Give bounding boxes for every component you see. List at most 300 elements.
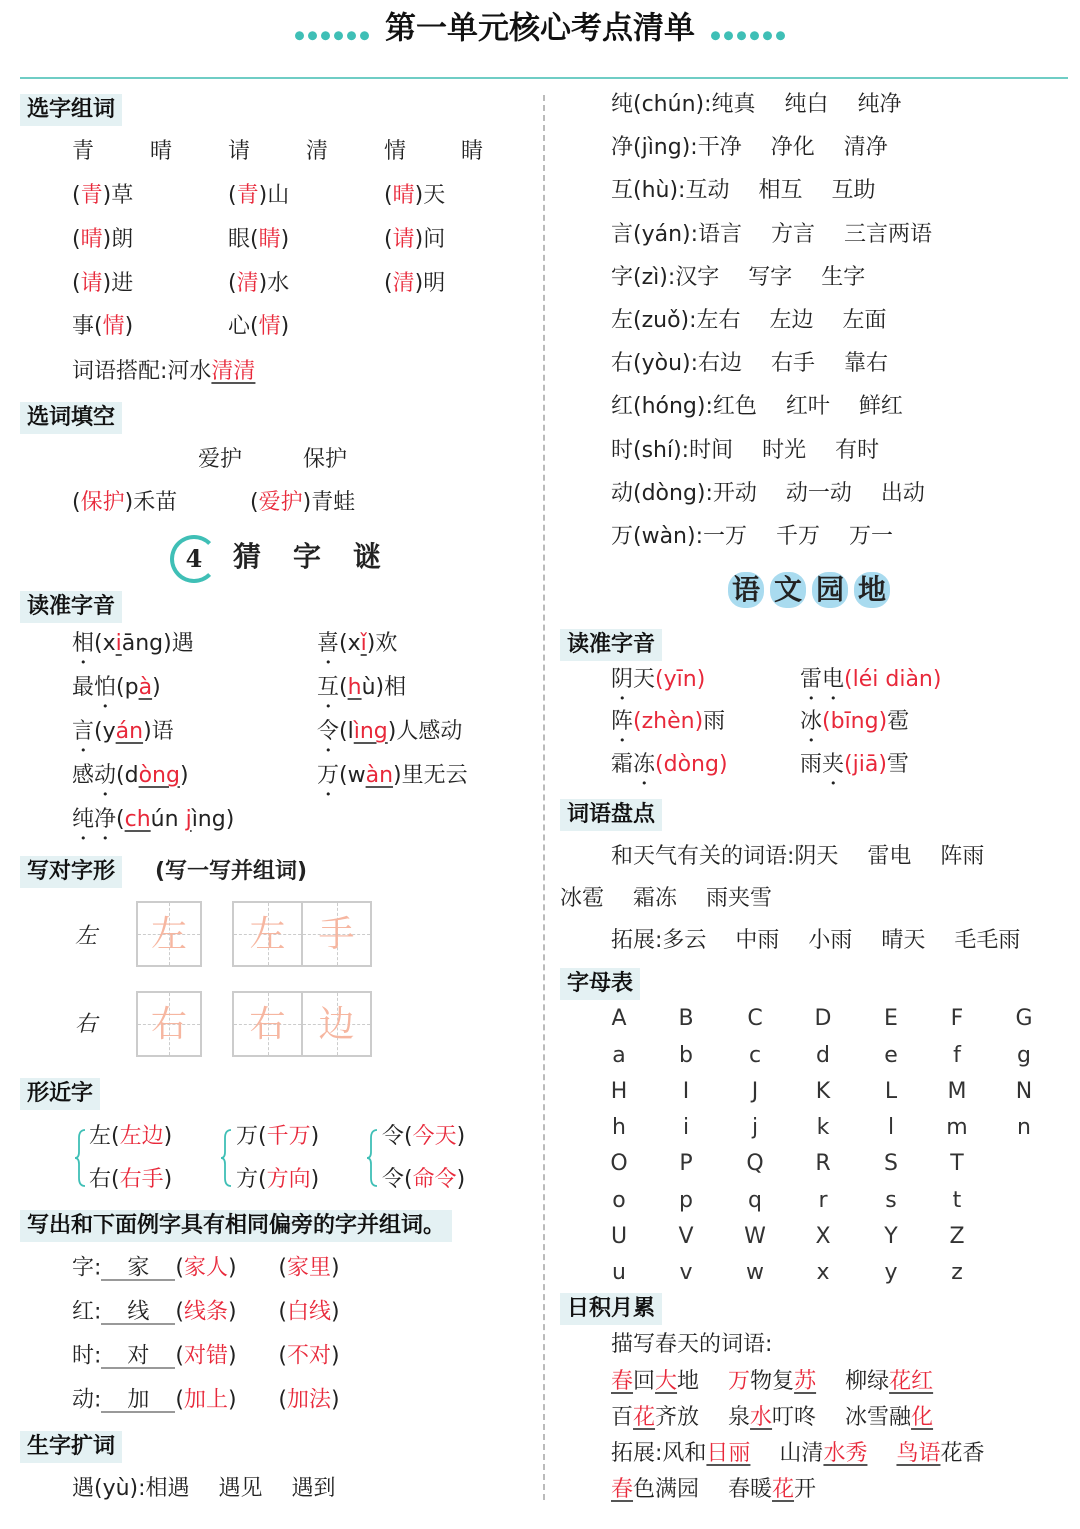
similar-char-item — [89, 1169, 172, 1191]
highlighted-text: (yīn) — [655, 667, 706, 692]
text-segment: ( — [116, 807, 125, 832]
alphabet-letter: Q — [746, 1151, 764, 1176]
highlighted-text: 清 — [236, 271, 259, 296]
text-segment: 冻 — [633, 752, 656, 777]
answer-word: 加法 — [287, 1387, 332, 1413]
text-segment: ) — [163, 1167, 173, 1192]
section-header: 生字扩词 — [20, 1431, 122, 1463]
highlighted-text: 命令 — [412, 1167, 457, 1192]
example-char: 动: — [72, 1387, 102, 1413]
text-segment: 纯 — [72, 807, 95, 832]
word-expansion-line: 互(hù):互动 相互 互助 — [611, 178, 876, 203]
alphabet-letter: J — [751, 1079, 759, 1104]
pinyin-item — [800, 752, 909, 790]
highlighted-text: h — [347, 675, 362, 700]
alphabet-letter: j — [751, 1115, 759, 1140]
accumulation-intro: 描写春天的词语: — [611, 1332, 773, 1357]
text-segment: 雨 — [800, 752, 823, 777]
text-segment: ( — [228, 271, 237, 296]
writing-grid-cell — [136, 991, 202, 1057]
highlighted-text: 清清 — [211, 359, 256, 384]
text-segment: )进 — [102, 271, 134, 296]
title-char: 地 — [854, 572, 890, 608]
lesson-title-char: 字 — [293, 540, 322, 573]
text-segment: 阵 — [611, 709, 634, 734]
writing-grid-cell — [232, 991, 303, 1057]
writing-grid-cell — [232, 901, 303, 967]
text-segment: )欢 — [366, 631, 398, 656]
highlighted-text: (jiā) — [844, 752, 887, 777]
text-segment: (p — [116, 675, 139, 700]
word-answer — [384, 273, 445, 295]
word-expansion-line: 遇(yù):相遇 遇见 遇到 — [72, 1476, 336, 1501]
alphabet-letter: s — [885, 1188, 897, 1213]
text-segment: 万 — [317, 763, 340, 788]
text-segment: ( — [384, 183, 393, 208]
text-segment: 电 — [822, 667, 845, 692]
text-segment: 叮咚 冰雪融 — [772, 1405, 912, 1430]
writing-grid-cell — [136, 901, 202, 967]
section-header: 选字组词 — [20, 94, 122, 126]
alphabet-letter: E — [884, 1006, 898, 1031]
char-option: 青 — [72, 139, 95, 164]
highlighted-text: 请 — [80, 271, 103, 296]
alphabet-letter: m — [946, 1115, 968, 1140]
text-segment: ( — [384, 227, 393, 252]
section-header: 字母表 — [560, 968, 640, 1000]
text-segment: 雷 — [800, 667, 823, 692]
decorative-dots — [709, 12, 787, 48]
highlighted-text: (léi diàn) — [844, 667, 942, 692]
section-header: 形近字 — [20, 1078, 100, 1110]
writing-grid-cell — [301, 991, 372, 1057]
word-list-line: 拓展:多云 中雨 小雨 晴天 毛毛雨 — [611, 928, 1021, 953]
text-segment: (l — [339, 719, 354, 744]
text-segment: ) — [310, 1167, 320, 1192]
word-expansion-line: 右(yòu):右边 右手 靠右 — [611, 351, 888, 376]
text-segment: ù)相 — [361, 675, 407, 700]
model-char: 手 — [318, 914, 355, 955]
brace-icon — [220, 1128, 232, 1188]
highlighted-text: 大 — [655, 1369, 678, 1394]
alphabet-letter: C — [747, 1006, 763, 1031]
text-segment: )水 — [258, 271, 290, 296]
word-expansion-line: 纯(chún):纯真 纯白 纯净 — [611, 92, 902, 117]
highlighted-text: ch — [124, 807, 151, 832]
alphabet-letter: R — [815, 1151, 831, 1176]
highlighted-text: 睛 — [258, 227, 281, 252]
pinyin-item — [72, 631, 194, 669]
highlighted-text: 日丽 — [706, 1441, 751, 1466]
text-segment: )问 — [414, 227, 446, 252]
text-segment: 喜 — [317, 631, 340, 656]
brace-icon — [74, 1128, 86, 1188]
example-char: 字: — [72, 1255, 102, 1281]
model-char: 左 — [150, 914, 187, 955]
text-segment: (x — [94, 631, 116, 656]
text-segment: 净 — [94, 807, 117, 832]
highlighted-text: ìng — [353, 719, 388, 744]
alphabet-letter: h — [612, 1115, 626, 1140]
alphabet-letter: P — [679, 1151, 693, 1176]
text-segment: ) — [456, 1167, 466, 1192]
alphabet-letter: I — [682, 1079, 690, 1104]
section-header: 日积月累 — [560, 1293, 662, 1325]
word-answer — [384, 185, 445, 207]
alphabet-letter: W — [744, 1224, 766, 1249]
alphabet-letter: H — [610, 1079, 628, 1104]
answer-word: 家人 — [184, 1255, 229, 1281]
alphabet-letter: L — [884, 1079, 898, 1104]
pinyin-item — [317, 763, 468, 801]
alphabet-letter: t — [952, 1188, 962, 1213]
text-segment: (d — [116, 763, 139, 788]
alphabet-letter: p — [679, 1188, 693, 1213]
highlighted-text: 青 — [236, 183, 259, 208]
alphabet-letter: x — [816, 1260, 830, 1285]
text-segment: (y — [94, 719, 116, 744]
highlighted-text: 花 — [633, 1405, 656, 1430]
highlighted-text: 水秀 — [823, 1441, 868, 1466]
word-answer — [228, 273, 289, 295]
highlighted-text: án — [115, 719, 144, 744]
highlighted-text: 清 — [392, 271, 415, 296]
answer-char: 家 — [101, 1258, 175, 1281]
text-segment: 令 — [317, 719, 340, 744]
page-title — [0, 2, 1080, 48]
word-expansion-line: 净(jìng):干净 净化 清净 — [611, 135, 888, 160]
text-segment: 冰 — [800, 709, 823, 734]
text-segment: 心( — [228, 314, 259, 339]
highlighted-text: 春 — [611, 1369, 634, 1394]
answer-word: 线条 — [184, 1299, 229, 1325]
idiom-line — [611, 1371, 933, 1393]
word-expansion-line: 万(wàn):一万 千万 万一 — [611, 524, 893, 549]
alphabet-letter: a — [612, 1043, 626, 1068]
text-segment: 右( — [89, 1167, 120, 1192]
highlighted-text: 保护 — [80, 490, 125, 515]
text-segment: 相 — [72, 631, 95, 656]
word-expansion-line: 言(yán):语言 方言 三言两语 — [611, 222, 933, 247]
alphabet-letter: r — [818, 1188, 828, 1213]
example-char: 时: — [72, 1343, 102, 1369]
text-segment: 令( — [382, 1167, 413, 1192]
text-segment: ) — [456, 1124, 466, 1149]
word-expansion-line: 左(zuǒ):左右 左边 左面 — [611, 308, 887, 333]
alphabet-letter: D — [814, 1006, 832, 1031]
highlighted-text: ǐ — [360, 631, 367, 656]
text-segment: ( — [72, 227, 81, 252]
char-option: 情 — [384, 139, 407, 164]
alphabet-letter: K — [815, 1079, 831, 1104]
text-segment: (x — [339, 631, 361, 656]
highlighted-text: 晴 — [80, 227, 103, 252]
text-segment: )明 — [414, 271, 446, 296]
word-expansion-line: 动(dòng):开动 动一动 出动 — [611, 481, 925, 506]
answer-word: 加上 — [184, 1387, 229, 1413]
highlighted-text: 请 — [392, 227, 415, 252]
pinyin-item — [317, 675, 406, 713]
alphabet-letter: T — [950, 1151, 964, 1176]
text-segment: ( — [339, 675, 348, 700]
answer-char: 加 — [101, 1390, 175, 1413]
alphabet-letter: y — [884, 1260, 898, 1285]
text-segment: ) — [280, 314, 290, 339]
highlighted-text: i — [115, 631, 122, 656]
text-segment: ( — [250, 490, 259, 515]
title-char: 语 — [728, 572, 764, 608]
word-list-line: 和天气有关的词语:阴天 雷电 阵雨 — [611, 844, 985, 869]
lesson-number-badge: 4 — [170, 535, 218, 583]
writing-grid-cell — [301, 901, 372, 967]
section-header: 词语盘点 — [560, 799, 662, 831]
highlighted-text: 情 — [258, 314, 281, 339]
similar-char-item — [382, 1169, 465, 1191]
word-answer — [228, 229, 289, 251]
highlighted-text: (zhèn) — [633, 709, 704, 734]
answer-word: 不对 — [287, 1343, 332, 1369]
text-segment: 柳绿 — [816, 1369, 890, 1394]
highlighted-text: 右手 — [119, 1167, 164, 1192]
alphabet-letter: O — [610, 1151, 628, 1176]
highlighted-text: 万 — [728, 1369, 751, 1394]
word-option: 爱护 — [198, 447, 243, 472]
alphabet-letter: w — [746, 1260, 764, 1285]
text-segment: )语 — [143, 719, 174, 744]
text-segment: ) — [163, 1124, 173, 1149]
alphabet-letter: i — [682, 1115, 690, 1140]
pinyin-item — [72, 807, 234, 845]
text-segment: )人感动 — [387, 719, 463, 744]
text-segment: 言 — [72, 719, 95, 744]
alphabet-letter: B — [678, 1006, 694, 1031]
lesson-title-char: 猜 — [233, 540, 262, 573]
char-option: 睛 — [461, 139, 484, 164]
text-segment: 回 — [633, 1369, 656, 1394]
radical-row: 时: 对 (对错) (不对) — [72, 1343, 340, 1369]
radical-row: 字: 家 (家人) (家里) — [72, 1255, 340, 1281]
fill-answer — [72, 492, 177, 514]
text-segment: 齐放 泉 — [655, 1405, 751, 1430]
pinyin-item — [72, 675, 161, 713]
alphabet-letter: u — [612, 1260, 626, 1285]
alphabet-letter: z — [951, 1260, 963, 1285]
text-segment: 眼( — [228, 227, 259, 252]
alphabet-letter: d — [816, 1043, 830, 1068]
lesson-title-char: 谜 — [353, 540, 382, 573]
alphabet-letter: Y — [884, 1224, 898, 1249]
text-segment: 地 — [677, 1369, 729, 1394]
highlighted-text: (dòng) — [655, 752, 728, 777]
similar-char-item — [89, 1126, 172, 1148]
text-segment: 最 — [72, 675, 95, 700]
model-char: 右 — [150, 1004, 187, 1045]
idiom-line — [611, 1479, 816, 1501]
pinyin-item — [611, 752, 728, 790]
text-segment: 开 — [794, 1477, 817, 1502]
text-segment: 万( — [236, 1124, 267, 1149]
alphabet-letter: N — [1015, 1079, 1033, 1104]
text-segment: 事( — [72, 314, 103, 339]
alphabet-letter: b — [679, 1043, 693, 1068]
word-list-line: 冰雹 霜冻 雨夹雪 — [560, 886, 772, 911]
word-answer — [72, 316, 133, 338]
alphabet-letter: v — [679, 1260, 693, 1285]
text-segment: )朗 — [102, 227, 134, 252]
radical-row: 动: 加 (加上) (加法) — [72, 1387, 340, 1413]
similar-char-item — [236, 1169, 319, 1191]
alphabet-letter: k — [816, 1115, 830, 1140]
word-answer — [384, 229, 445, 251]
highlighted-text: 情 — [102, 314, 125, 339]
char-option: 清 — [306, 139, 329, 164]
fill-answer — [250, 492, 355, 514]
pinyin-item — [317, 719, 462, 757]
pinyin-item — [800, 709, 909, 747]
text-segment: 夹 — [822, 752, 845, 777]
word-option: 保护 — [303, 447, 348, 472]
highlighted-text: 苏 — [794, 1369, 817, 1394]
alphabet-letter: A — [611, 1006, 627, 1031]
highlighted-text: òng — [138, 763, 180, 788]
collocation-line — [72, 361, 255, 383]
text-segment: ( — [72, 183, 81, 208]
highlighted-text: àn — [365, 763, 394, 788]
pinyin-item — [317, 631, 397, 669]
highlighted-text: (bīng) — [822, 709, 888, 734]
text-segment: 山清 — [750, 1441, 824, 1466]
title-text: 第一单元核心考点清单 — [385, 10, 695, 47]
text-segment: 花香 — [940, 1441, 985, 1466]
pinyin-item — [611, 709, 725, 747]
highlighted-text: 花红 — [889, 1369, 934, 1394]
char-option: 请 — [228, 139, 251, 164]
answer-word: 白线 — [287, 1299, 332, 1325]
alphabet-letter: X — [815, 1224, 831, 1249]
title-char: 文 — [770, 572, 806, 608]
alphabet-letter: U — [610, 1224, 628, 1249]
text-segment: ( — [228, 183, 237, 208]
model-char: 边 — [318, 1004, 355, 1045]
answer-char: 对 — [101, 1346, 175, 1369]
text-segment: ) — [124, 314, 134, 339]
section-header: 写出和下面例字具有相同偏旁的字并组词。 — [20, 1210, 452, 1242]
text-segment: 雹 — [887, 709, 910, 734]
highlighted-text: j — [185, 807, 192, 832]
highlighted-text: 今天 — [412, 1124, 457, 1149]
highlighted-text: 青 — [80, 183, 103, 208]
pinyin-item — [72, 763, 189, 801]
answer-char: 线 — [101, 1302, 175, 1325]
highlighted-text: 化 — [911, 1405, 934, 1430]
text-segment: 感 — [72, 763, 95, 788]
highlighted-text: 爱护 — [258, 490, 303, 515]
text-segment: )青蛙 — [302, 490, 356, 515]
decorative-dots — [293, 12, 371, 48]
text-segment: 物复 — [750, 1369, 795, 1394]
answer-word: 对错 — [184, 1343, 229, 1369]
text-segment: ìng) — [191, 807, 235, 832]
radical-row: 红: 线 (线条) (白线) — [72, 1299, 340, 1325]
text-segment: )草 — [102, 183, 134, 208]
text-segment: )禾苗 — [124, 490, 178, 515]
text-segment: ( — [72, 490, 81, 515]
alphabet-letter: V — [678, 1224, 694, 1249]
similar-char-item — [382, 1126, 465, 1148]
highlighted-text: 春 — [611, 1477, 634, 1502]
highlighted-text: à — [138, 675, 153, 700]
text-segment: 动 — [94, 763, 117, 788]
text-segment — [867, 1441, 896, 1466]
alphabet-letter: F — [950, 1006, 964, 1031]
column-divider — [543, 95, 545, 1500]
highlighted-text: 方向 — [266, 1167, 311, 1192]
text-segment: 阴 — [611, 667, 634, 692]
text-segment: ) — [152, 675, 161, 700]
text-segment: 互 — [317, 675, 340, 700]
text-segment: 左( — [89, 1124, 120, 1149]
alphabet-letter: M — [947, 1079, 967, 1104]
section-header: 选词填空 — [20, 402, 122, 434]
text-segment: 天 — [633, 667, 656, 692]
yuwen-yuandi-title — [728, 572, 896, 608]
text-segment: 怕 — [94, 675, 117, 700]
text-segment: 雪 — [886, 752, 909, 777]
alphabet-letter: G — [1015, 1006, 1033, 1031]
text-segment: )山 — [258, 183, 290, 208]
word-expansion-line: 红(hóng):红色 红叶 鲜红 — [611, 394, 903, 419]
model-char: 左 — [249, 914, 286, 955]
text-segment: 霜 — [611, 752, 634, 777]
answer-word: 家里 — [287, 1255, 332, 1281]
text-segment: ún — [150, 807, 186, 832]
section-subtitle: (写一写并组词) — [155, 859, 308, 884]
text-segment: ) — [310, 1124, 320, 1149]
highlighted-text: 千万 — [266, 1124, 311, 1149]
pinyin-item — [611, 667, 705, 705]
pinyin-item — [72, 719, 174, 757]
char-option: 晴 — [150, 139, 173, 164]
text-segment: ) — [179, 763, 189, 788]
section-header: 写对字形 — [20, 856, 122, 888]
word-answer — [72, 185, 133, 207]
alphabet-letter: o — [612, 1188, 626, 1213]
idiom-line — [611, 1407, 933, 1429]
section-header: 读准字音 — [560, 629, 662, 661]
word-answer — [228, 316, 289, 338]
word-expansion-line: 字(zì):汉字 写字 生字 — [611, 265, 866, 290]
alphabet-letter: n — [1017, 1115, 1031, 1140]
word-answer — [72, 229, 133, 251]
highlighted-text: 左边 — [119, 1124, 164, 1149]
highlighted-text: 晴 — [392, 183, 415, 208]
brace-icon — [366, 1128, 378, 1188]
text-segment: (w — [339, 763, 366, 788]
alphabet-letter: Z — [949, 1224, 965, 1249]
title-char: 园 — [812, 572, 848, 608]
title-divider — [20, 77, 1068, 79]
text-segment: 词语搭配:河水 — [72, 359, 212, 384]
text-segment: 百 — [611, 1405, 634, 1430]
text-segment: 雨 — [703, 709, 726, 734]
char-label: 左 — [75, 924, 98, 949]
text-segment: ( — [384, 271, 393, 296]
text-segment: ( — [72, 271, 81, 296]
highlighted-text: 花 — [772, 1477, 795, 1502]
word-answer — [72, 273, 133, 295]
example-char: 红: — [72, 1299, 102, 1325]
alphabet-letter: l — [887, 1115, 895, 1140]
